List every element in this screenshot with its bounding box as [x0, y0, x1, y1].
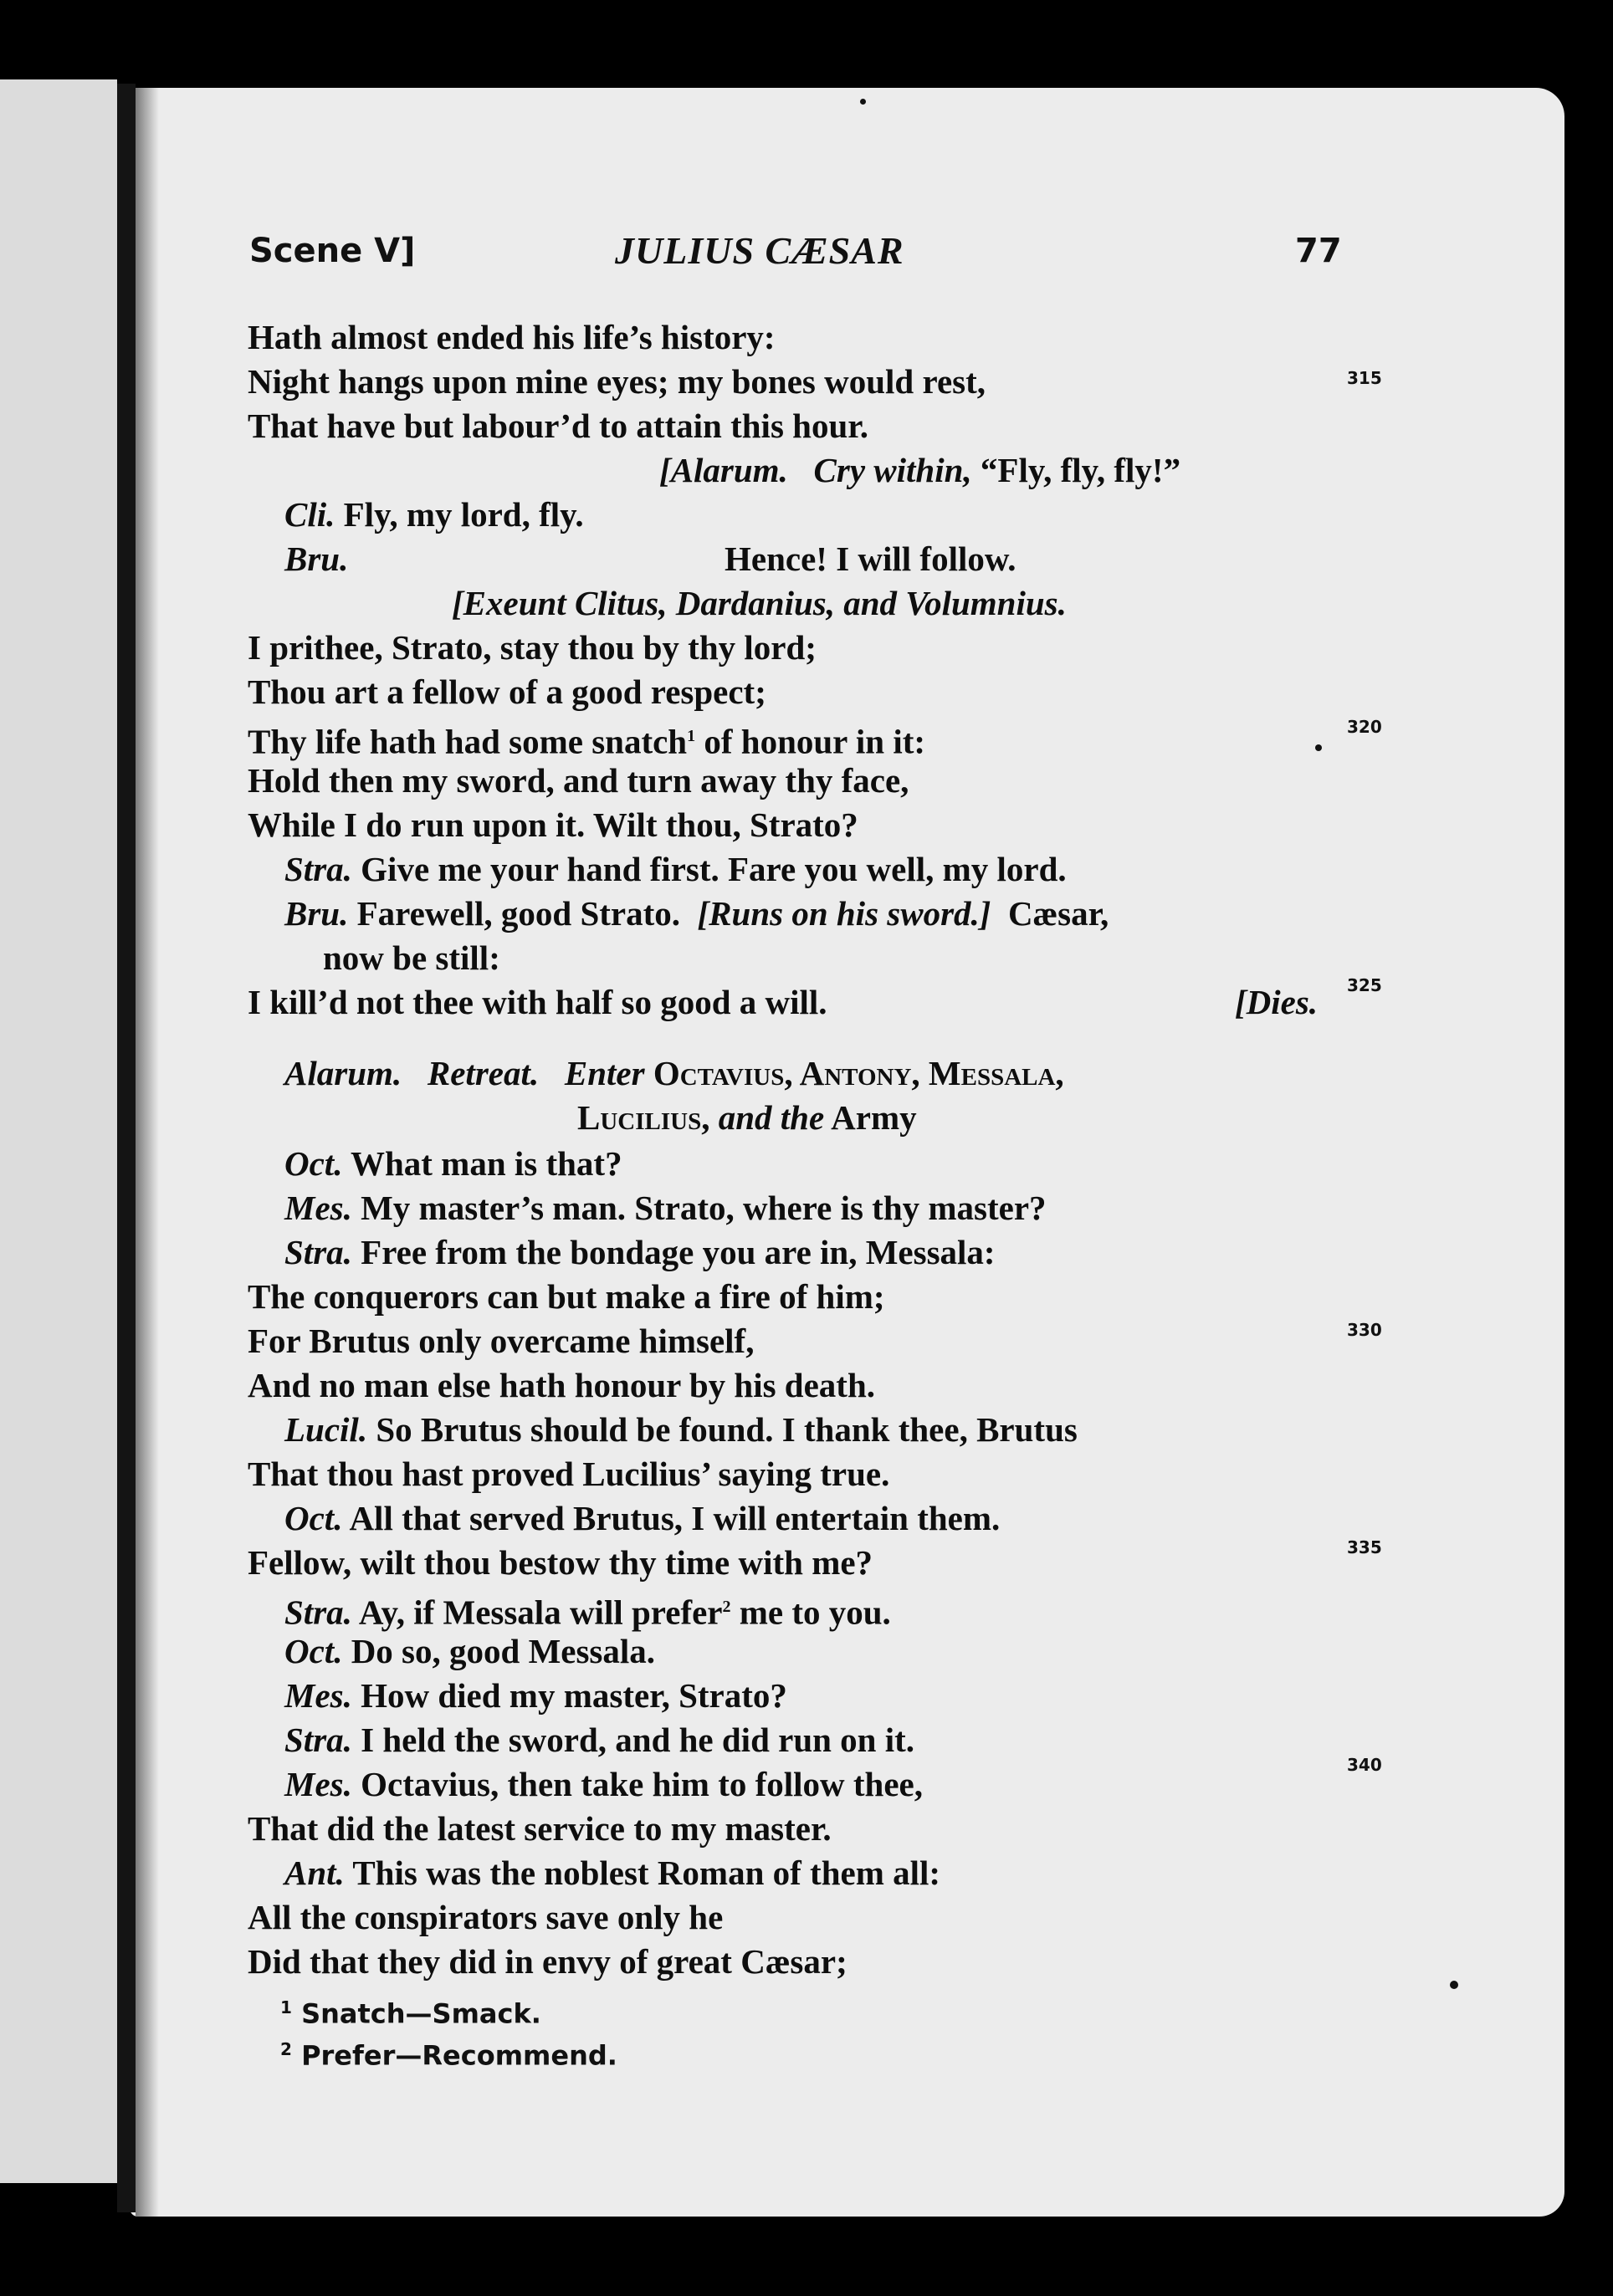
stage-direction: [Exeunt Clitus, Dardanius, and Volumnius. [452, 584, 1067, 622]
speech-text: All that served Brutus, I will entertain them. [349, 1499, 1001, 1537]
verse-line: I prithee, Strato, stay thou by thy lord; [248, 628, 817, 667]
speech-line [284, 892, 1109, 935]
verse-line: Hath almost ended his life’s history: [248, 318, 776, 356]
footnote-mark: 2 [280, 2039, 292, 2059]
entry-and-the: and the [718, 1098, 825, 1137]
page-number: 77 [1295, 232, 1342, 270]
speech-text: me to you. [730, 1593, 891, 1632]
entry-alarum: Alarum. [284, 1054, 402, 1092]
speech-line [284, 1585, 891, 1634]
entry-army: Army [831, 1098, 917, 1137]
footnote-text: Prefer—Recommend. [301, 2039, 617, 2072]
speaker-name: Cli. [284, 495, 335, 534]
ink-speck [1315, 744, 1322, 751]
line-number: 330 [1347, 1320, 1382, 1340]
verse-line: All the conspirators save only he [248, 1898, 724, 1936]
speech-text: Octavius, then take him to follow thee, [361, 1765, 924, 1803]
verse-line: I kill’d not thee with half so good a will. [248, 983, 827, 1021]
verse-line: Hold then my sword, and turn away thy face, [248, 761, 909, 800]
footnote-text: Snatch—Smack. [301, 1997, 541, 2030]
speech-line [284, 1142, 622, 1185]
speech-text: I held the sword, and he did run on it. [361, 1721, 915, 1759]
speaker-name: Lucil. [284, 1410, 368, 1449]
line-number: 340 [1347, 1755, 1382, 1775]
verse-line: And no man else hath honour by his death. [248, 1366, 875, 1404]
footnote-ref: 2 [722, 1598, 731, 1616]
running-header-title: JULIUS CÆSAR [615, 229, 904, 272]
speaker-name: Bru. [284, 894, 349, 933]
line-number: 315 [1347, 368, 1382, 388]
speech-line [284, 847, 1067, 891]
speaker-name: Oct. [284, 1632, 343, 1670]
stage-direction [659, 448, 1180, 492]
entry-direction [284, 1051, 1064, 1095]
speaker-name: Oct. [284, 1144, 343, 1183]
speech-text: Farewell, good Strato. [356, 894, 681, 933]
speech-text: How died my master, Strato? [361, 1676, 787, 1715]
entry-retreat: Retreat. [427, 1054, 540, 1092]
ink-speck [860, 99, 866, 105]
verse-text: Thy life hath had some snatch [248, 722, 688, 761]
speech-text: What man is that? [350, 1144, 622, 1183]
speech-text: Do so, good Messala. [351, 1632, 656, 1670]
speech-line [284, 1186, 1047, 1230]
entry-enter: Enter [564, 1054, 645, 1092]
speaker-name: Mes. [284, 1189, 352, 1227]
speech-line [284, 1674, 787, 1717]
verse-line [248, 714, 925, 764]
speech-text: Free from the bondage you are in, Messala: [361, 1233, 996, 1271]
speech-line [284, 1408, 1078, 1451]
speaker-name: Ant. [284, 1854, 345, 1892]
line-number: 325 [1347, 975, 1382, 995]
footnote-mark: 1 [280, 1997, 292, 2017]
verse-line: Did that they did in envy of great Cæsar; [248, 1942, 847, 1981]
stage-direction-alarum: [Alarum. [659, 451, 788, 489]
verse-line: That thou hast proved Lucilius’ saying true. [248, 1455, 890, 1493]
verse-line: That did the latest service to my master. [248, 1809, 832, 1848]
verse-text: of honour in it: [695, 722, 926, 761]
speech-line [284, 1851, 940, 1895]
speech-text: This was the noblest Roman of them all: [352, 1854, 941, 1892]
speech-line [284, 1762, 923, 1806]
speaker-name: Stra. [284, 1233, 352, 1271]
speech-text: Hence! I will follow. [725, 539, 1016, 578]
speaker-name: Mes. [284, 1676, 352, 1715]
speaker-name: Stra. [284, 850, 352, 888]
entry-names: Octavius, Antony, Messala, [653, 1054, 1064, 1092]
verse-line: The conquerors can but make a fire of him; [248, 1277, 885, 1316]
speech-text: Ay, if Messala will prefer [358, 1593, 723, 1632]
stage-direction-cry: Cry within, [813, 451, 972, 489]
verse-line: Night hangs upon mine eyes; my bones would rest, [248, 362, 986, 401]
line-number: 320 [1347, 717, 1382, 737]
speaker-name: Bru. [284, 539, 349, 578]
speech-line [284, 1718, 914, 1762]
verse-line: Thou art a fellow of a good respect; [248, 672, 766, 711]
verse-line: While I do run upon it. Wilt thou, Strato? [248, 805, 858, 844]
footnote [280, 1997, 541, 2030]
speech-text: My master’s man. Strato, where is thy master? [361, 1189, 1047, 1227]
speaker-name: Stra. [284, 1593, 352, 1632]
speech-text: So Brutus should be found. I thank thee, Brutus [376, 1410, 1078, 1449]
line-number: 335 [1347, 1537, 1382, 1557]
footnote [280, 2039, 617, 2072]
stage-direction: [Runs on his sword.] [697, 894, 991, 933]
verse-line: That have but labour’d to attain this hour. [248, 407, 868, 445]
speech-line [284, 1496, 1000, 1540]
running-header-scene: Scene V] [249, 232, 416, 270]
speech-line [284, 537, 348, 580]
speech-text: Cæsar, [1007, 894, 1109, 933]
speaker-name: Stra. [284, 1721, 352, 1759]
footnote-ref: 1 [687, 727, 696, 745]
speaker-name: Oct. [284, 1499, 343, 1537]
speech-line [284, 1230, 996, 1274]
entry-names: Lucilius, [577, 1098, 710, 1137]
speech-text: Give me your hand first. Fare you well, my lord. [361, 850, 1067, 888]
speech-line [284, 493, 584, 536]
verse-line: For Brutus only overcame himself, [248, 1322, 755, 1360]
speech-line [284, 1629, 655, 1673]
verse-line: Fellow, wilt thou bestow thy time with me? [248, 1543, 873, 1582]
speech-text: Fly, my lord, fly. [343, 495, 584, 534]
speech-continuation: now be still: [323, 938, 500, 977]
speaker-name: Mes. [284, 1765, 352, 1803]
ink-speck [1450, 1981, 1458, 1989]
stage-direction: [Dies. [1235, 983, 1319, 1021]
entry-direction-cont [577, 1096, 917, 1139]
stage-direction-quote: “Fly, fly, fly!” [980, 451, 1181, 489]
